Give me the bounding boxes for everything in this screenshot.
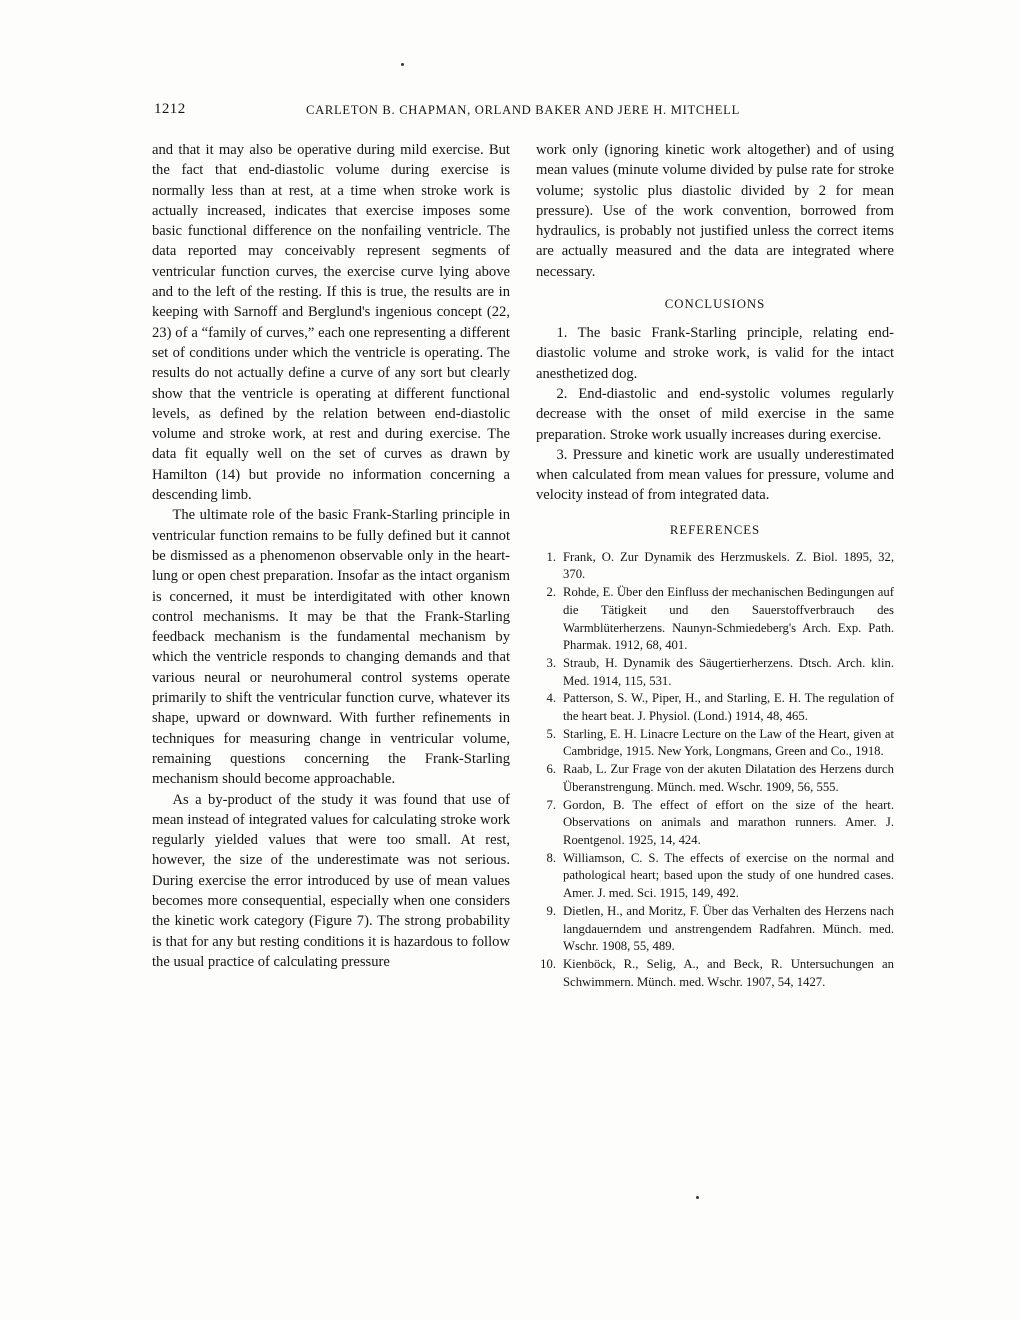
reference-text: Raab, L. Zur Frage von der akuten Dilatation des Herzens durch Überanstrengung. Münch. med. Wschr. 1909, 56, 555. — [563, 762, 894, 794]
conclusion-item: 1. The basic Frank-Starling principle, relating end-diastolic volume and stroke work, is valid for the intact anesthetized dog. — [536, 325, 894, 382]
conclusions-heading: CONCLUSIONS — [664, 297, 766, 312]
reference-number: 7. — [546, 797, 556, 812]
body-paragraph: and that it may also be operative during mild exercise. But the fact that end-diastolic volume during exercise is normally less than at rest, at a time when stroke work is actually increased, indicates that exercise imposes some basic functional difference on the nonfailing ventricle. The data reported may conceivably represent segments of ventricular function curves, the exercise curve lying above and to the left of the resting. If this is true, the results are in keeping with Sarnoff and Berglund's ingenious concept (22, 23) of a “family of curves,” each one representing a different set of conditions under which the ventricle is operating. The results do not actually define a curve of any sort but clearly show that the ventricle is operating at different functional levels, as defined by the relation between end-diastolic volume and stroke work, at rest and during exercise. The data fit equally well on the set of curves as drawn by Hamilton (14) but provide no information concerning a descending limb. — [152, 142, 510, 504]
page-content — [152, 100, 894, 991]
reference-text: Gordon, B. The effect of effort on the size of the heart. Observations on animals and marathon runners. Amer. J. Roentgenol. 1925, 14, 424. — [563, 797, 894, 847]
reference-item — [536, 690, 894, 725]
scan-artifact-dot — [401, 63, 404, 66]
left-column — [152, 140, 510, 972]
reference-item — [536, 584, 894, 655]
right-column — [536, 140, 894, 991]
reference-number: 1. — [546, 549, 556, 564]
reference-item — [536, 956, 894, 991]
reference-number: 3. — [546, 655, 556, 670]
reference-item — [536, 761, 894, 796]
two-column-layout — [152, 140, 894, 991]
running-head: CARLETON B. CHAPMAN, ORLAND BAKER AND JERE H. MITCHELL — [306, 103, 740, 117]
reference-number: 2. — [546, 585, 556, 600]
reference-text: Dietlen, H., and Moritz, F. Über das Verhalten des Herzens nach langdauerndem und anstrengendem Radfahren. Münch. med. Wschr. 1908, 55, 489. — [563, 903, 894, 954]
reference-item — [536, 850, 894, 903]
scan-artifact-dot — [696, 1196, 699, 1199]
references-heading: REFERENCES — [669, 522, 761, 537]
reference-number: 8. — [546, 850, 556, 865]
body-paragraph: work only (ignoring kinetic work altogether) and of using mean values (minute volume divided by pulse rate for stroke volume; systolic plus diastolic divided by 2 for mean pressure). Use of the work convention, borrowed from hydraulics, is probably not justified unless the correct items are actually measured and the data are integrated where necessary. — [536, 142, 894, 280]
reference-text: Straub, H. Dynamik des Säugertierherzens. Dtsch. Arch. klin. Med. 1914, 115, 531. — [563, 655, 894, 688]
reference-list — [536, 549, 894, 992]
reference-text: Williamson, C. S. The effects of exercise on the normal and pathological heart; based upon the study of one hundred cases. Amer. J. med. Sci. 1915, 149, 492. — [563, 850, 894, 901]
reference-number: 4. — [546, 691, 556, 706]
reference-text: Patterson, S. W., Piper, H., and Starling, E. H. The regulation of the heart beat. J. Physiol. (Lond.) 1914, 48, 465. — [563, 691, 894, 724]
reference-item — [536, 797, 894, 850]
reference-text: Kienböck, R., Selig, A., and Beck, R. Untersuchungen an Schwimmern. Münch. med. Wschr. 1907, 54, 1427. — [563, 956, 894, 989]
conclusion-item: 2. End-diastolic and end-systolic volumes regularly decrease with the onset of mild exercise in the same preparation. Stroke work usually increases during exercise. — [536, 385, 894, 443]
reference-text: Starling, E. H. Linacre Lecture on the Law of the Heart, given at Cambridge, 1915. New York, Longmans, Green and Co., 1918. — [563, 726, 894, 759]
page-header — [152, 100, 894, 122]
reference-number: 9. — [546, 903, 556, 918]
reference-text: Frank, O. Zur Dynamik des Herzmuskels. Z. Biol. 1895, 32, 370. — [563, 549, 894, 582]
conclusion-item: 3. Pressure and kinetic work are usually underestimated when calculated from mean values for pressure, volume and velocity instead of from integrated data. — [536, 446, 894, 504]
reference-number: 6. — [546, 762, 556, 777]
reference-item — [536, 903, 894, 956]
reference-text: Rohde, E. Über den Einfluss der mechanischen Bedingungen auf die Tätigkeit und den Sauerstoffverbrauch des Warmblüterherzens. Naunyn-Schmiedeberg's Arch. Exp. Path. Pharmak. 1912, 68, 401. — [563, 585, 894, 653]
reference-number: 5. — [546, 726, 556, 741]
reference-number: 10. — [540, 956, 556, 971]
body-paragraph: The ultimate role of the basic Frank-Starling principle in ventricular function remains to be fully defined but it cannot be dismissed as a phenomenon observable only in the heart-lung or open chest preparation. Insofar as the intact organism is concerned, it must be interdigitated with other known control mechanisms. It may be that the Frank-Starling feedback mechanism is the fundamental mechanism by which the ventricle responds to changing demands and that various neural or neurohumeral control systems operate primarily to shift the ventricular function curve, whatever its shape, upward or downward. With further refinements in techniques for measuring change in ventricular volume, remaining questions concerning the Frank-Starling mechanism should become approachable. — [152, 507, 510, 788]
body-paragraph: As a by-product of the study it was found that use of mean instead of integrated values for calculating stroke work regularly yielded values that were too small. At rest, however, the size of the underestimate was not serious. During exercise the error introduced by use of mean values becomes more consequential, especially when one considers the kinetic work category (Figure 7). The strong probability is that for any but resting conditions it is hazardous to follow the usual practice of calculating pressure — [152, 791, 510, 970]
page-number: 1212 — [154, 101, 186, 117]
reference-item — [536, 726, 894, 761]
reference-item — [536, 655, 894, 690]
reference-item — [536, 549, 894, 584]
